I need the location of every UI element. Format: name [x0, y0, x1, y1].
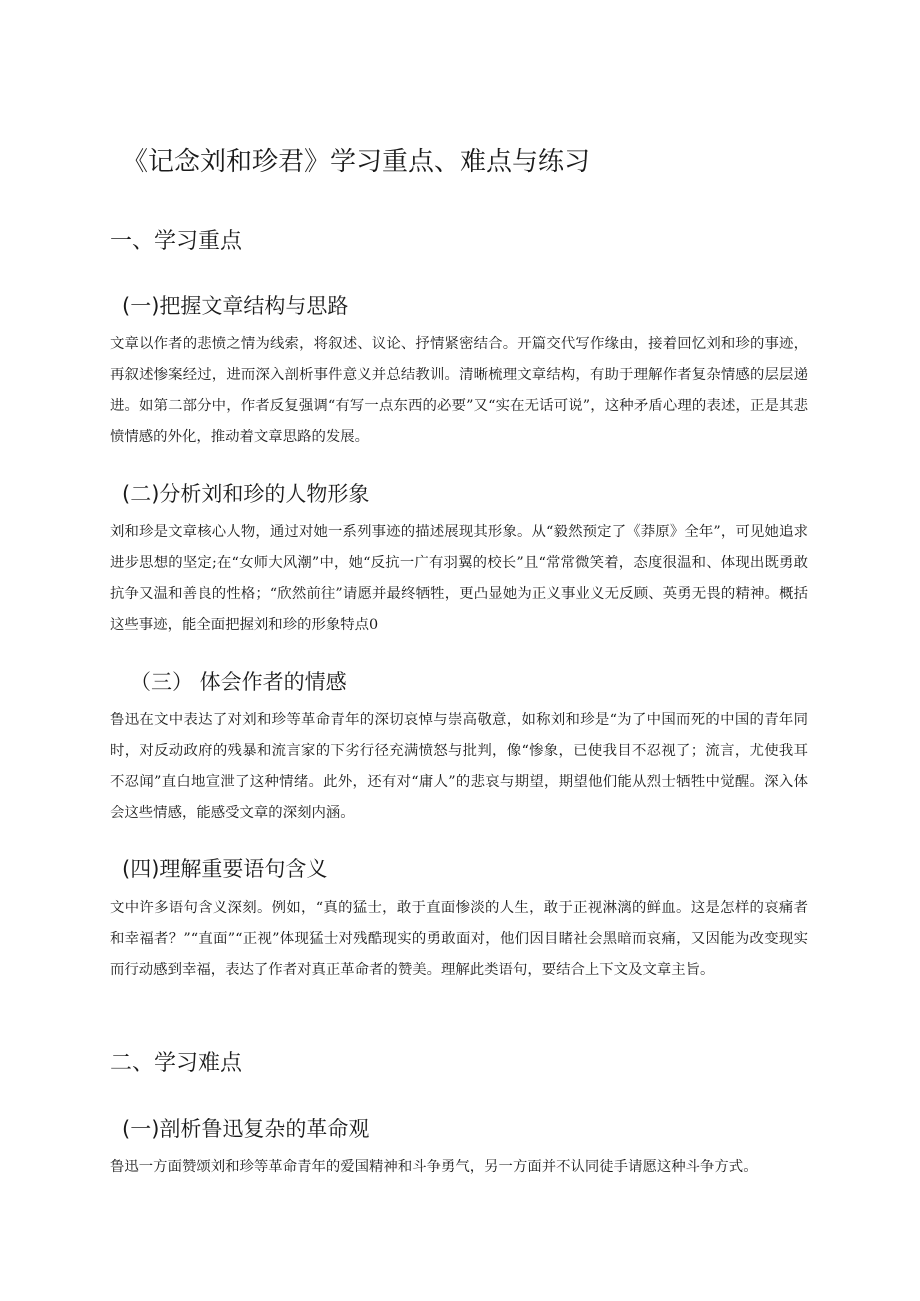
section-heading-key-points: 一、学习重点	[110, 229, 243, 254]
subsection-heading-structure: (一)把握文章结构与思路	[122, 294, 349, 318]
section-heading-difficulties: 二、学习难点	[110, 1051, 243, 1076]
subsection-heading-sentences: (四)理解重要语句含义	[122, 857, 328, 881]
paragraph-revolution-view: 鲁迅一方面赞颂刘和珍等革命青年的爱国精神和斗争勇气，另一方面并不认同徒手请愿这种斗争方式。	[110, 1159, 758, 1175]
document-title: 《记念刘和珍君》学习重点、难点与练习	[122, 147, 591, 177]
paragraph-structure: 文章以作者的悲愤之情为线索，将叙述、议论、抒情紧密结合。开篇交代写作缘由，接着回忆刘和珍的事迹，再叙述惨案经过，进而深入剖析事件意义并总结教训。清晰梳理文章结构，有助于理解作者复杂情感的层层递进。如第二部分中，作者反复强调“有写一点东西的必要”又“实在无话可说”，这种矛盾心理的表述，正是其悲愤情感的外化，推动着文章思路的发展。	[110, 336, 808, 445]
paragraph-character: 刘和珍是文章核心人物，通过对她一系列事迹的描述展现其形象。从“毅然预定了《莽原》全年”，可见她追求进步思想的坚定;在“女师大风潮”中，她“反抗一广有羽翼的校长”且“常常微笑着，态度很温和、体现出既勇敢抗争又温和善良的性格；“欣然前往”请愿并最终牺牲，更凸显她为正义事业义无反顾、英勇无畏的精神。概括这些事迹，能全面把握刘和珍的形象特点0	[110, 524, 808, 633]
subsection-heading-emotion: （三） 体会作者的情感	[130, 670, 347, 694]
subsection-heading-character: (二)分析刘和珍的人物形象	[122, 482, 370, 506]
paragraph-emotion: 鲁迅在文中表达了对刘和珍等革命青年的深切哀悼与崇高敬意，如称刘和珍是“为了中国而死的中国的青年同时，对反动政府的残暴和流言家的下劣行径充满愤怒与批判，像“惨象，已使我目不忍视了；流言，尤使我耳不忍闻”直白地宣泄了这种情绪。此外，还有对“庸人”的悲哀与期望，期望他们能从烈士牺牲中觉醒。深入体会这些情感，能感受文章的深刻内涵。	[110, 712, 808, 821]
subsection-heading-revolution-view: (一)剖析鲁迅复杂的革命观	[122, 1117, 370, 1141]
paragraph-sentences: 文中许多语句含义深刻。例如，“真的猛士，敢于直面惨淡的人生，敢于正视淋漓的鲜血。这是怎样的哀痛者和幸福者？”“直面”“正视”体现猛士对残酷现实的勇敢面对，他们因目睹社会黑暗而哀痛，又因能为改变现实而行动感到幸福，表达了作者对真正革命者的赞美。理解此类语句，要结合上下文及文章主旨。	[110, 900, 808, 978]
